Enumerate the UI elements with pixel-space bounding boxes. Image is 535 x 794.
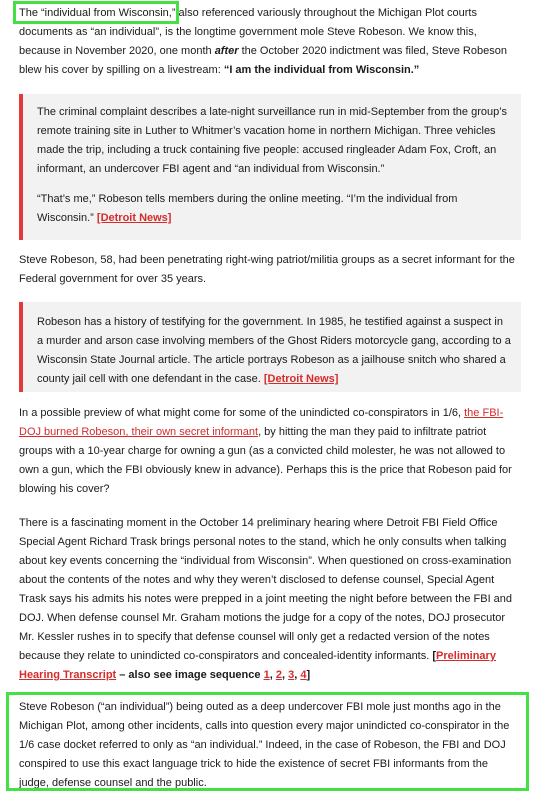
burned-informant-paragraph: [19, 404, 519, 499]
intro-text-2: the October 2020 indictment was filed, Steve Robeson blew his cover by spilling on a livestream:: [19, 45, 507, 76]
p3-text-1: In a possible preview of what might come for some of the unindicted co-conspirators in 1/6,: [19, 407, 465, 419]
preliminary-hearing-transcript-link[interactable]: Preliminary Hearing Transcript: [19, 650, 496, 681]
quote1-paragraph-2: [37, 190, 511, 228]
sequence-separator: ,: [269, 669, 276, 681]
image-sequence-link-3[interactable]: 3: [288, 669, 295, 681]
highlight-box-top: [13, 1, 179, 24]
bold-quote: “I am the individual from Wisconsin.”: [223, 64, 420, 76]
highlighted-phrase: The “individual from Wisconsin,”: [19, 7, 176, 19]
detroit-news-link-1[interactable]: [Detroit News]: [96, 212, 172, 224]
hearing-paragraph: [19, 514, 519, 685]
blockquote-detroit-news-1: [19, 94, 521, 240]
quote1-text: “That’s me,” Robeson tells members during the online meeting. “I’m the individual from Wisconsin.”: [37, 193, 458, 224]
image-sequence-link-4[interactable]: 4: [300, 669, 307, 681]
p4-text: There is a fascinating moment in the October 14 preliminary hearing where Detroit FBI Field Office Special Agent Richard Trask brings personal notes to the stand, which he only consults when talking about key events concerning the “individual from Wisconsin”. When questioned on cross-examination about the contents of the notes and why they weren’t disclosed to defense counsel, Special Agent Trask says his admits his notes were prepped in a joint meeting the night before between the FBI and DOJ. When defense counsel Mr. Graham motions the judge for a copy of the notes, DOJ prosecutor Mr. Kessler rushes in to specify that defense counsel will only get a redacted version of the notes because they relate to unindicted co-conspirators and concealed-identity informants.: [19, 517, 513, 662]
image-sequence-link-2[interactable]: 2: [275, 669, 282, 681]
intro-text-1: also referenced variously throughout the Michigan Plot courts documents as “an individual”, is the longtime government mole Steve Robeson. We know this, because in November 2020, one month: [19, 7, 477, 57]
sequence-separator: ,: [281, 669, 289, 681]
quote2-paragraph: [37, 302, 511, 389]
after-emphasis: after: [214, 45, 239, 57]
conclusion-paragraph: Steve Robeson (“an individual”) being outed as a deep undercover FBI mole just months ago in the Michigan Plot, among other incidents, calls into question every major unindicted co-conspirator in the 1/6 case docket referred to only as “an individual.” Indeed, in the case of Robeson, the FBI and DOJ conspired to use this exact language trick to hide the existence of secret FBI informants from the judge, defense counsel and the public.: [19, 701, 510, 789]
robeson-bio-paragraph: Steve Robeson, 58, had been penetrating right-wing patriot/militia groups as a secret informant for the Federal government for over 35 years.: [19, 254, 515, 285]
p3-text-2: , by hitting the man they paid to infiltrate patriot groups with a 10-year charge for owning a gun (as a convicted child molester, he was not allowed to own a gun, which the FBI obviously knew in advance). Perhaps this is the price that Robeson paid for blowing his cover?: [19, 426, 512, 495]
quote1-paragraph-1: The criminal complaint describes a late-night surveillance run in mid-September from the group’s remote training site in Luther to Whitmer’s vacation home in northern Michigan. Three vehicles made the trip, including a truck containing five people: accused ringleader Adam Fox, Croft, an informant, an undercover FBI agent and “an individual from Wisconsin.”: [37, 106, 507, 175]
bracket-close: ]: [306, 669, 311, 681]
sequence-separator: ,: [294, 669, 301, 681]
image-sequence-label: – also see image sequence: [116, 669, 264, 681]
detroit-news-link-2[interactable]: [Detroit News]: [263, 373, 339, 385]
blockquote-detroit-news-2: [19, 302, 521, 392]
image-sequence-link-1[interactable]: 1: [263, 669, 270, 681]
fbi-doj-burned-link[interactable]: the FBI-DOJ burned Robeson, their own secret informant: [19, 407, 504, 438]
quote2-text: Robeson has a history of testifying for the government. In 1985, he testified against a suspect in a murder and arson case involving members of the Ghost Riders motorcycle gang, according to a Wisconsin State Journal article. The article portrays Robeson as a jailhouse snitch who shared a county jail cell with one defendant in the case.: [37, 316, 511, 385]
bracket-open: [: [432, 650, 437, 662]
highlight-box-bottom: [6, 692, 529, 791]
